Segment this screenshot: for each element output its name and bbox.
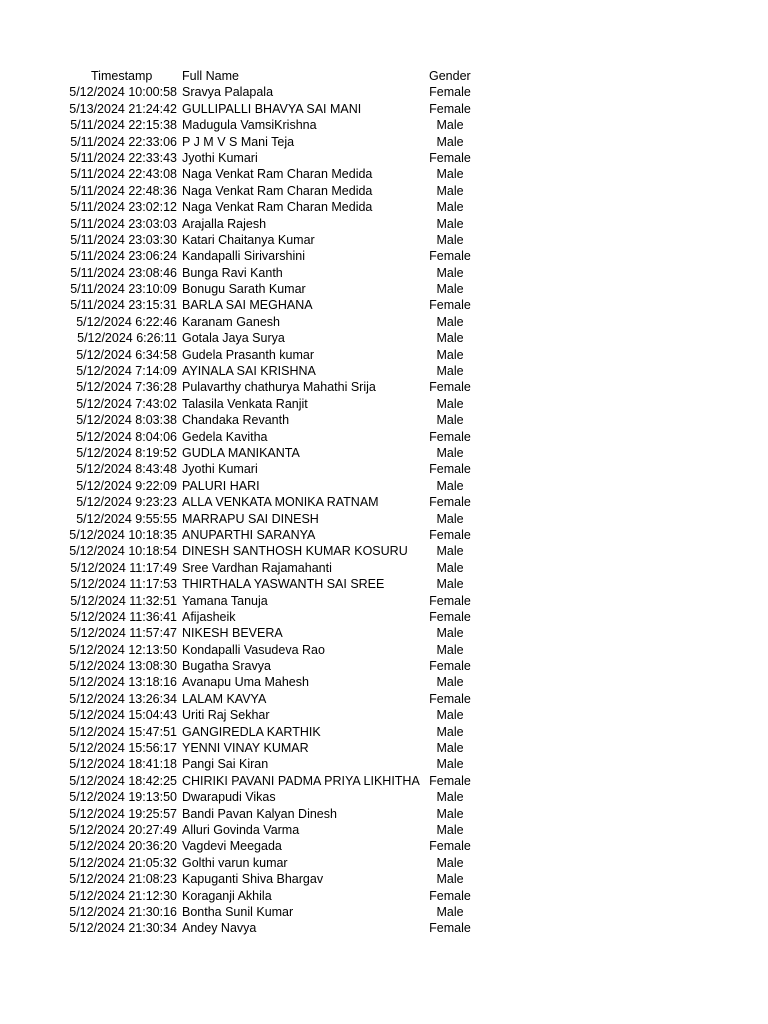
table-row: [0, 117, 768, 133]
full-name-cell: Golthi varun kumar: [182, 855, 288, 870]
timestamp-cell: 5/12/2024 15:56:17: [69, 741, 177, 756]
table-row: [0, 593, 768, 609]
table-row: [0, 789, 768, 805]
full-name-cell: Jyothi Kumari: [182, 150, 258, 165]
full-name-cell: THIRTHALA YASWANTH SAI SREE: [182, 577, 385, 592]
table-row: [0, 527, 768, 543]
timestamp-cell: 5/12/2024 7:43:02: [76, 396, 177, 411]
full-name-cell: Kapuganti Shiva Bhargav: [182, 872, 324, 887]
table-row: [0, 773, 768, 789]
full-name-cell: PALURI HARI: [182, 478, 260, 493]
full-name-cell: Gudela Prasanth kumar: [182, 347, 315, 362]
full-name-cell: Andey Navya: [182, 921, 257, 936]
full-name-cell: ANUPARTHI SARANYA: [182, 527, 316, 542]
gender-cell: Male: [436, 364, 464, 379]
gender-cell: Female: [429, 839, 471, 854]
table-row: [0, 199, 768, 215]
full-name-cell: Naga Venkat Ram Charan Medida: [182, 167, 373, 182]
timestamp-cell: 5/13/2024 21:24:42: [69, 101, 177, 116]
table-row: [0, 232, 768, 248]
full-name-cell: Kandapalli Sirivarshini: [182, 249, 305, 264]
timestamp-cell: 5/12/2024 15:47:51: [69, 724, 177, 739]
full-name-cell: Bandi Pavan Kalyan Dinesh: [182, 806, 337, 821]
table-row: [0, 478, 768, 494]
timestamp-cell: 5/12/2024 20:36:20: [69, 839, 177, 854]
full-name-cell: Bugatha Sravya: [182, 659, 271, 674]
timestamp-cell: 5/12/2024 21:30:34: [69, 921, 177, 936]
table-row: [0, 330, 768, 346]
full-name-cell: Bunga Ravi Kanth: [182, 265, 283, 280]
full-name-cell: Sree Vardhan Rajamahanti: [182, 560, 332, 575]
table-row: [0, 84, 768, 100]
timestamp-cell: 5/12/2024 21:12:30: [69, 888, 177, 903]
full-name-cell: LALAM KAVYA: [182, 691, 267, 706]
timestamp-cell: 5/12/2024 9:22:09: [76, 478, 177, 493]
registration-sheet: [0, 68, 768, 937]
table-row: [0, 429, 768, 445]
gender-cell: Male: [436, 265, 464, 280]
gender-cell: Female: [429, 773, 471, 788]
timestamp-cell: 5/12/2024 10:00:58: [69, 85, 177, 100]
timestamp-cell: 5/12/2024 13:18:16: [69, 675, 177, 690]
gender-cell: Female: [429, 593, 471, 608]
table-row: [0, 642, 768, 658]
timestamp-cell: 5/11/2024 23:03:03: [70, 216, 177, 231]
table-row: [0, 724, 768, 740]
gender-cell: Male: [436, 413, 464, 428]
table-row: [0, 691, 768, 707]
timestamp-cell: 5/12/2024 21:08:23: [69, 872, 177, 887]
gender-cell: Male: [436, 855, 464, 870]
timestamp-cell: 5/12/2024 13:26:34: [69, 691, 177, 706]
full-name-cell: Avanapu Uma Mahesh: [182, 675, 309, 690]
timestamp-cell: 5/12/2024 21:30:16: [69, 904, 177, 919]
full-name-cell: Kondapalli Vasudeva Rao: [182, 642, 325, 657]
full-name-cell: Bonugu Sarath Kumar: [182, 282, 306, 297]
gender-cell: Male: [436, 626, 464, 641]
timestamp-cell: 5/12/2024 11:36:41: [70, 609, 177, 624]
table-row: [0, 806, 768, 822]
gender-cell: Female: [429, 609, 471, 624]
gender-cell: Male: [436, 560, 464, 575]
gender-cell: Male: [436, 642, 464, 657]
full-name-cell: Gedela Kavitha: [182, 429, 268, 444]
full-name-cell: Dwarapudi Vikas: [182, 790, 276, 805]
timestamp-cell: 5/11/2024 22:43:08: [70, 167, 177, 182]
timestamp-cell: 5/12/2024 19:13:50: [69, 790, 177, 805]
table-row: [0, 134, 768, 150]
timestamp-cell: 5/11/2024 23:10:09: [70, 282, 177, 297]
full-name-cell: Naga Venkat Ram Charan Medida: [182, 200, 373, 215]
gender-cell: Female: [429, 691, 471, 706]
table-row: [0, 101, 768, 117]
timestamp-cell: 5/12/2024 8:04:06: [76, 429, 177, 444]
table-row: [0, 904, 768, 920]
gender-cell: Female: [429, 298, 471, 313]
table-row: [0, 855, 768, 871]
timestamp-cell: 5/12/2024 11:17:53: [70, 577, 177, 592]
table-row: [0, 445, 768, 461]
gender-cell: Male: [436, 577, 464, 592]
full-name-cell: Chandaka Revanth: [182, 413, 290, 428]
full-name-cell: Naga Venkat Ram Charan Medida: [182, 183, 373, 198]
table-row: [0, 363, 768, 379]
timestamp-cell: 5/12/2024 6:26:11: [77, 331, 177, 346]
full-name-cell: Vagdevi Meegada: [182, 839, 282, 854]
gender-cell: Male: [436, 511, 464, 526]
table-row: [0, 625, 768, 641]
timestamp-cell: 5/11/2024 22:15:38: [70, 118, 177, 133]
table-row: [0, 838, 768, 854]
full-name-cell: YENNI VINAY KUMAR: [182, 741, 309, 756]
timestamp-cell: 5/12/2024 10:18:35: [69, 527, 177, 542]
full-name-cell: DINESH SANTHOSH KUMAR KOSURU: [182, 544, 408, 559]
timestamp-cell: 5/12/2024 11:32:51: [70, 593, 177, 608]
gender-cell: Female: [429, 921, 471, 936]
timestamp-cell: 5/12/2024 11:57:47: [70, 626, 177, 641]
timestamp-cell: 5/11/2024 23:02:12: [70, 200, 177, 215]
gender-cell: Male: [436, 183, 464, 198]
timestamp-cell: 5/12/2024 11:17:49: [70, 560, 177, 575]
gender-cell: Male: [436, 134, 464, 149]
gender-cell: Male: [436, 331, 464, 346]
timestamp-cell: 5/12/2024 8:43:48: [76, 462, 177, 477]
gender-cell: Male: [436, 904, 464, 919]
gender-cell: Male: [436, 741, 464, 756]
gender-cell: Male: [436, 396, 464, 411]
timestamp-cell: 5/11/2024 22:33:06: [70, 134, 177, 149]
table-row: [0, 347, 768, 363]
timestamp-cell: 5/12/2024 19:25:57: [69, 806, 177, 821]
timestamp-cell: 5/12/2024 8:19:52: [76, 445, 177, 460]
table-row: [0, 265, 768, 281]
table-row: [0, 248, 768, 264]
full-name-cell: Arajalla Rajesh: [182, 216, 267, 231]
timestamp-cell: 5/12/2024 7:36:28: [76, 380, 177, 395]
full-name-cell: Yamana Tanuja: [182, 593, 268, 608]
full-name-cell: Pulavarthy chathurya Mahathi Srija: [182, 380, 376, 395]
table-row: [0, 674, 768, 690]
gender-cell: Male: [436, 200, 464, 215]
full-name-cell: GULLIPALLI BHAVYA SAI MANI: [182, 101, 362, 116]
gender-cell: Male: [436, 347, 464, 362]
table-row: [0, 756, 768, 772]
gender-header: Gender: [429, 69, 471, 83]
table-row: [0, 216, 768, 232]
full-name-cell: Afijasheik: [182, 609, 236, 624]
timestamp-cell: 5/12/2024 12:13:50: [69, 642, 177, 657]
gender-cell: Male: [436, 790, 464, 805]
full-name-cell: Koraganji Akhila: [182, 888, 272, 903]
table-row: [0, 297, 768, 313]
gender-cell: Female: [429, 249, 471, 264]
full-name-cell: BARLA SAI MEGHANA: [182, 298, 313, 313]
gender-cell: Male: [436, 757, 464, 772]
full-name-cell: MARRAPU SAI DINESH: [182, 511, 319, 526]
gender-cell: Male: [436, 445, 464, 460]
timestamp-cell: 5/11/2024 23:08:46: [70, 265, 177, 280]
table-row: [0, 314, 768, 330]
gender-cell: Female: [429, 101, 471, 116]
gender-cell: Female: [429, 380, 471, 395]
gender-cell: Male: [436, 806, 464, 821]
timestamp-cell: 5/11/2024 22:48:36: [70, 183, 177, 198]
timestamp-cell: 5/12/2024 7:14:09: [76, 364, 177, 379]
timestamp-cell: 5/11/2024 22:33:43: [70, 150, 177, 165]
table-row: [0, 609, 768, 625]
full-name-cell: ALLA VENKATA MONIKA RATNAM: [182, 495, 379, 510]
timestamp-cell: 5/12/2024 15:04:43: [69, 708, 177, 723]
timestamp-cell: 5/12/2024 9:55:55: [76, 511, 177, 526]
full-name-cell: P J M V S Mani Teja: [182, 134, 295, 149]
timestamp-cell: 5/12/2024 18:41:18: [69, 757, 177, 772]
gender-cell: Male: [436, 232, 464, 247]
full-name-cell: CHIRIKI PAVANI PADMA PRIYA LIKHITHA: [182, 773, 420, 788]
table-row: [0, 888, 768, 904]
gender-cell: Female: [429, 659, 471, 674]
timestamp-cell: 5/12/2024 8:03:38: [76, 413, 177, 428]
timestamp-cell: 5/11/2024 23:15:31: [70, 298, 177, 313]
timestamp-cell: 5/12/2024 20:27:49: [69, 822, 177, 837]
full-name-cell: Pangi Sai Kiran: [182, 757, 269, 772]
full-name-cell: Talasila Venkata Ranjit: [182, 396, 308, 411]
table-row: [0, 920, 768, 936]
header-row: [0, 68, 768, 84]
table-row: [0, 576, 768, 592]
timestamp-cell: 5/12/2024 10:18:54: [69, 544, 177, 559]
gender-cell: Male: [436, 675, 464, 690]
table-row: [0, 412, 768, 428]
gender-cell: Male: [436, 118, 464, 133]
full-name-cell: Sravya Palapala: [182, 85, 274, 100]
table-row: [0, 740, 768, 756]
gender-cell: Female: [429, 150, 471, 165]
full-name-cell: NIKESH BEVERA: [182, 626, 283, 641]
data-rows: [0, 84, 768, 936]
timestamp-cell: 5/12/2024 18:42:25: [69, 773, 177, 788]
full-name-cell: Katari Chaitanya Kumar: [182, 232, 315, 247]
table-row: [0, 396, 768, 412]
timestamp-cell: 5/12/2024 6:34:58: [76, 347, 177, 362]
gender-cell: Male: [436, 314, 464, 329]
gender-cell: Male: [436, 544, 464, 559]
gender-cell: Female: [429, 429, 471, 444]
gender-cell: Female: [429, 888, 471, 903]
gender-cell: Male: [436, 724, 464, 739]
table-row: [0, 822, 768, 838]
timestamp-header: Timestamp: [91, 69, 153, 83]
gender-cell: Female: [429, 495, 471, 510]
gender-cell: Male: [436, 282, 464, 297]
gender-cell: Female: [429, 527, 471, 542]
full-name-header: Full Name: [182, 69, 239, 83]
full-name-cell: AYINALA SAI KRISHNA: [182, 364, 316, 379]
timestamp-cell: 5/12/2024 6:22:46: [76, 314, 177, 329]
timestamp-cell: 5/11/2024 23:03:30: [70, 232, 177, 247]
table-row: [0, 183, 768, 199]
full-name-cell: Uriti Raj Sekhar: [182, 708, 270, 723]
gender-cell: Male: [436, 216, 464, 231]
full-name-cell: Madugula VamsiKrishna: [182, 118, 317, 133]
table-row: [0, 871, 768, 887]
table-row: [0, 494, 768, 510]
timestamp-cell: 5/12/2024 13:08:30: [69, 659, 177, 674]
gender-cell: Male: [436, 478, 464, 493]
full-name-cell: GUDLA MANIKANTA: [182, 445, 300, 460]
table-row: [0, 511, 768, 527]
table-row: [0, 560, 768, 576]
full-name-cell: Bontha Sunil Kumar: [182, 904, 294, 919]
table-row: [0, 461, 768, 477]
table-row: [0, 281, 768, 297]
gender-cell: Male: [436, 708, 464, 723]
full-name-cell: Karanam Ganesh: [182, 314, 280, 329]
table-row: [0, 543, 768, 559]
full-name-cell: Alluri Govinda Varma: [182, 822, 300, 837]
timestamp-cell: 5/12/2024 9:23:23: [76, 495, 177, 510]
full-name-cell: GANGIREDLA KARTHIK: [182, 724, 321, 739]
timestamp-cell: 5/11/2024 23:06:24: [70, 249, 177, 264]
gender-cell: Male: [436, 167, 464, 182]
gender-cell: Female: [429, 462, 471, 477]
gender-cell: Male: [436, 872, 464, 887]
table-row: [0, 150, 768, 166]
table-row: [0, 166, 768, 182]
timestamp-cell: 5/12/2024 21:05:32: [69, 855, 177, 870]
table-row: [0, 707, 768, 723]
full-name-cell: Jyothi Kumari: [182, 462, 258, 477]
table-row: [0, 379, 768, 395]
gender-cell: Female: [429, 85, 471, 100]
full-name-cell: Gotala Jaya Surya: [182, 331, 285, 346]
table-row: [0, 658, 768, 674]
gender-cell: Male: [436, 822, 464, 837]
